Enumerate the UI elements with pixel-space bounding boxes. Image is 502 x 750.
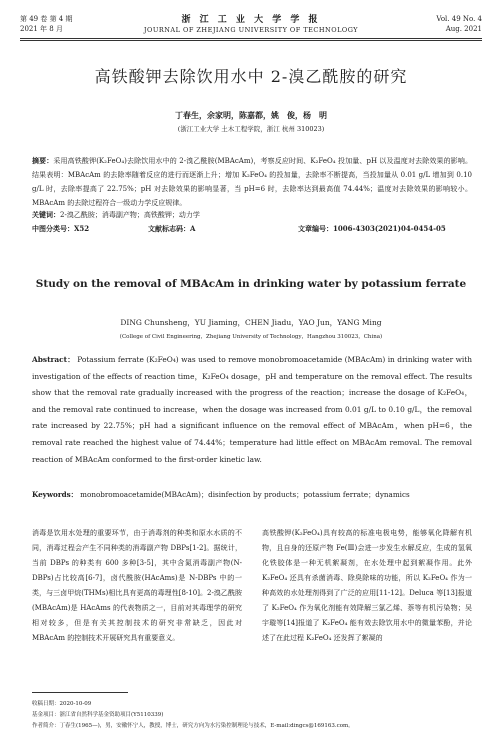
date-en: Aug. 2021 — [445, 25, 482, 33]
abstract-cn — [32, 154, 472, 210]
authors-en: DING Chunsheng，YU Jiaming，CHEN Jiadu，YAO Jun，YANG Ming — [120, 318, 382, 327]
body-column-left: 消毒是饮用水处理的重要环节，由于消毒剂的种类和原水水质的不同，消毒过程会产生不同种类的消毒副产物 DBPs[1-2]。据统计，当前 DBPs 的种类有 600 多种[3-5]，其中含氮消毒副产物(N-DBPs)占比较高[6-7]，卤代酰胺(HAcAms)是 N-DBPs 中的一类，与三卤甲烷(THMs)相比具有更高的毒理性[8-10]。2-溴乙酰胺(MBAcAm)是 HAcAms 的代表物质之一，目前对其毒理学的研究相对较多，但是有关其控制技术的研究非常缺乏，因此对 MBAcAm 的控制技术开展研究具有重要意义。 — [32, 529, 242, 642]
footnotes — [32, 699, 472, 732]
abstract-cn-text: 采用高铁酸钾(K₂FeO₄)去除饮用水中的 2-溴乙酰胺(MBAcAm)，考察反应时间、K₂FeO₄ 投加量、pH 以及温度对去除效果的影响。结果表明：MBAcAm 的去除率随着反应的进行而逐渐上升；增加 K₂FeO₄ 的投加量，去除率不断提高，当投加量从 0.01 g/L 增加到 0.10 g/L 时，去除率提高了 22.75%；pH 对去除效果的影响显著，当 pH=6 时，去除率达到最高值 74.44%；温度对去除效果的影响较小。MBAcAm 的去除过程符合一级动力学反应规律。 — [32, 157, 472, 207]
header-rule-thin — [20, 40, 482, 41]
keywords-en — [32, 490, 472, 500]
abstract-cn-label: 摘要： — [32, 156, 54, 165]
body-column-right: 高铁酸钾(K₂FeO₄)具有较高的标准电极电势，能够氧化降解有机物，且自身的还原产物 Fe(Ⅲ)会进一步发生水解反应，生成的氢氧化铁胶体是一种无机絮凝剂，在水处理中起到絮凝作用。此外 K₂FeO₄ 还具有杀菌消毒、除臭除味的功能，所以 K₂FeO₄ 作为一种高效的水处理剂得到了广泛的应用[11-12]。Deluca 等[13]报道了 K₂FeO₄ 作为氧化剂能有效降解三氯乙烯、萘等有机污染物；吴宇璇等[14]报道了 K₂FeO₄ 能有效去除饮用水中的微量苯酚，并论述了在此过程 K₂FeO₄ 还发挥了絮凝的 — [262, 529, 472, 642]
abstract-en-label: Abstract： — [32, 355, 75, 364]
abstract-en — [32, 352, 472, 468]
authors-cn: 丁春生，余家明，陈嘉都，姚 俊，杨 明 — [175, 110, 327, 120]
clc-number: 中图分类号：X52 — [32, 224, 90, 233]
journal-name-cn: 浙 江 工 业 大 学 学 报 — [181, 15, 321, 25]
affiliation-en: (College of Civil Engineering，Zhejiang University of Technology，Hangzhou 310023，China) — [119, 334, 383, 340]
fund-project: 基金项目：浙江省自然科学基金资助项目(Y5110339) — [32, 712, 164, 718]
journal-name — [0, 12, 502, 34]
keywords-cn — [32, 210, 472, 220]
author-bio: 作者简介：丁春生(1965—)，男，安徽怀宁人，教授，博士，研究方向为水污染控制理论与技术，E-mail:dingcs@169163.com。 — [32, 723, 354, 729]
header-volume-en — [436, 14, 482, 34]
footnote-rule — [32, 692, 128, 693]
abstract-en-text: Potassium ferrate (K₂FeO₄) was used to remove monobromoacetamide (MBAcAm) in drinking water with investigation of the effects of reaction time，K₂FeO₄ dosage，pH and temperature on the removal effect. The results show that the removal rate gradually increased with the progress of the reaction；increase the dosage of K₂FeO₄，and the removal rate continued to increase，when the dosage was increased from 0.01 g/L to 0.10 g/L，the removal rate increased by 22.75%；pH had a significant influence on the removal effect of MBAcAm，when pH=6，the removal rate reached the highest value of 74.44%；temperature had little effect on MBAcAm removal. The removal reaction of MBAcAm conformed to the first-order kinetic law. — [32, 355, 472, 464]
article-number: 文章编号：1006-4303(2021)04-0454-05 — [298, 224, 446, 233]
affiliation-cn: (浙江工业大学 土木工程学院，浙江 杭州 310023) — [177, 125, 325, 133]
paper-title-cn: 高铁酸钾去除饮用水中 2-溴乙酰胺的研究 — [94, 67, 408, 86]
volume-en: Vol. 49 No. 4 — [436, 15, 482, 23]
keywords-en-text: monobromoacetamide(MBAcAm)；disinfection by products；potassium ferrate；dynamics — [80, 490, 410, 499]
keywords-cn-text: 2-溴乙酰胺；消毒副产物；高铁酸钾；动力学 — [60, 211, 200, 219]
keywords-en-label: Keywords： — [32, 490, 78, 499]
received-date: 收稿日期：2020-10-09 — [32, 701, 92, 707]
journal-name-en: JOURNAL OF ZHEJIANG UNIVERSITY OF TECHNOLOGY — [143, 26, 359, 34]
date-cn: 2021 年 8 月 — [20, 25, 63, 33]
document-code: 文献标志码：A — [148, 224, 196, 233]
keywords-cn-label: 关键词： — [32, 210, 60, 219]
paper-title-en: Study on the removal of MBAcAm in drinking water by potassium ferrate — [35, 278, 467, 290]
header-rule — [20, 38, 482, 39]
volume-issue-cn: 第 49 卷 第 4 期 — [20, 15, 73, 23]
